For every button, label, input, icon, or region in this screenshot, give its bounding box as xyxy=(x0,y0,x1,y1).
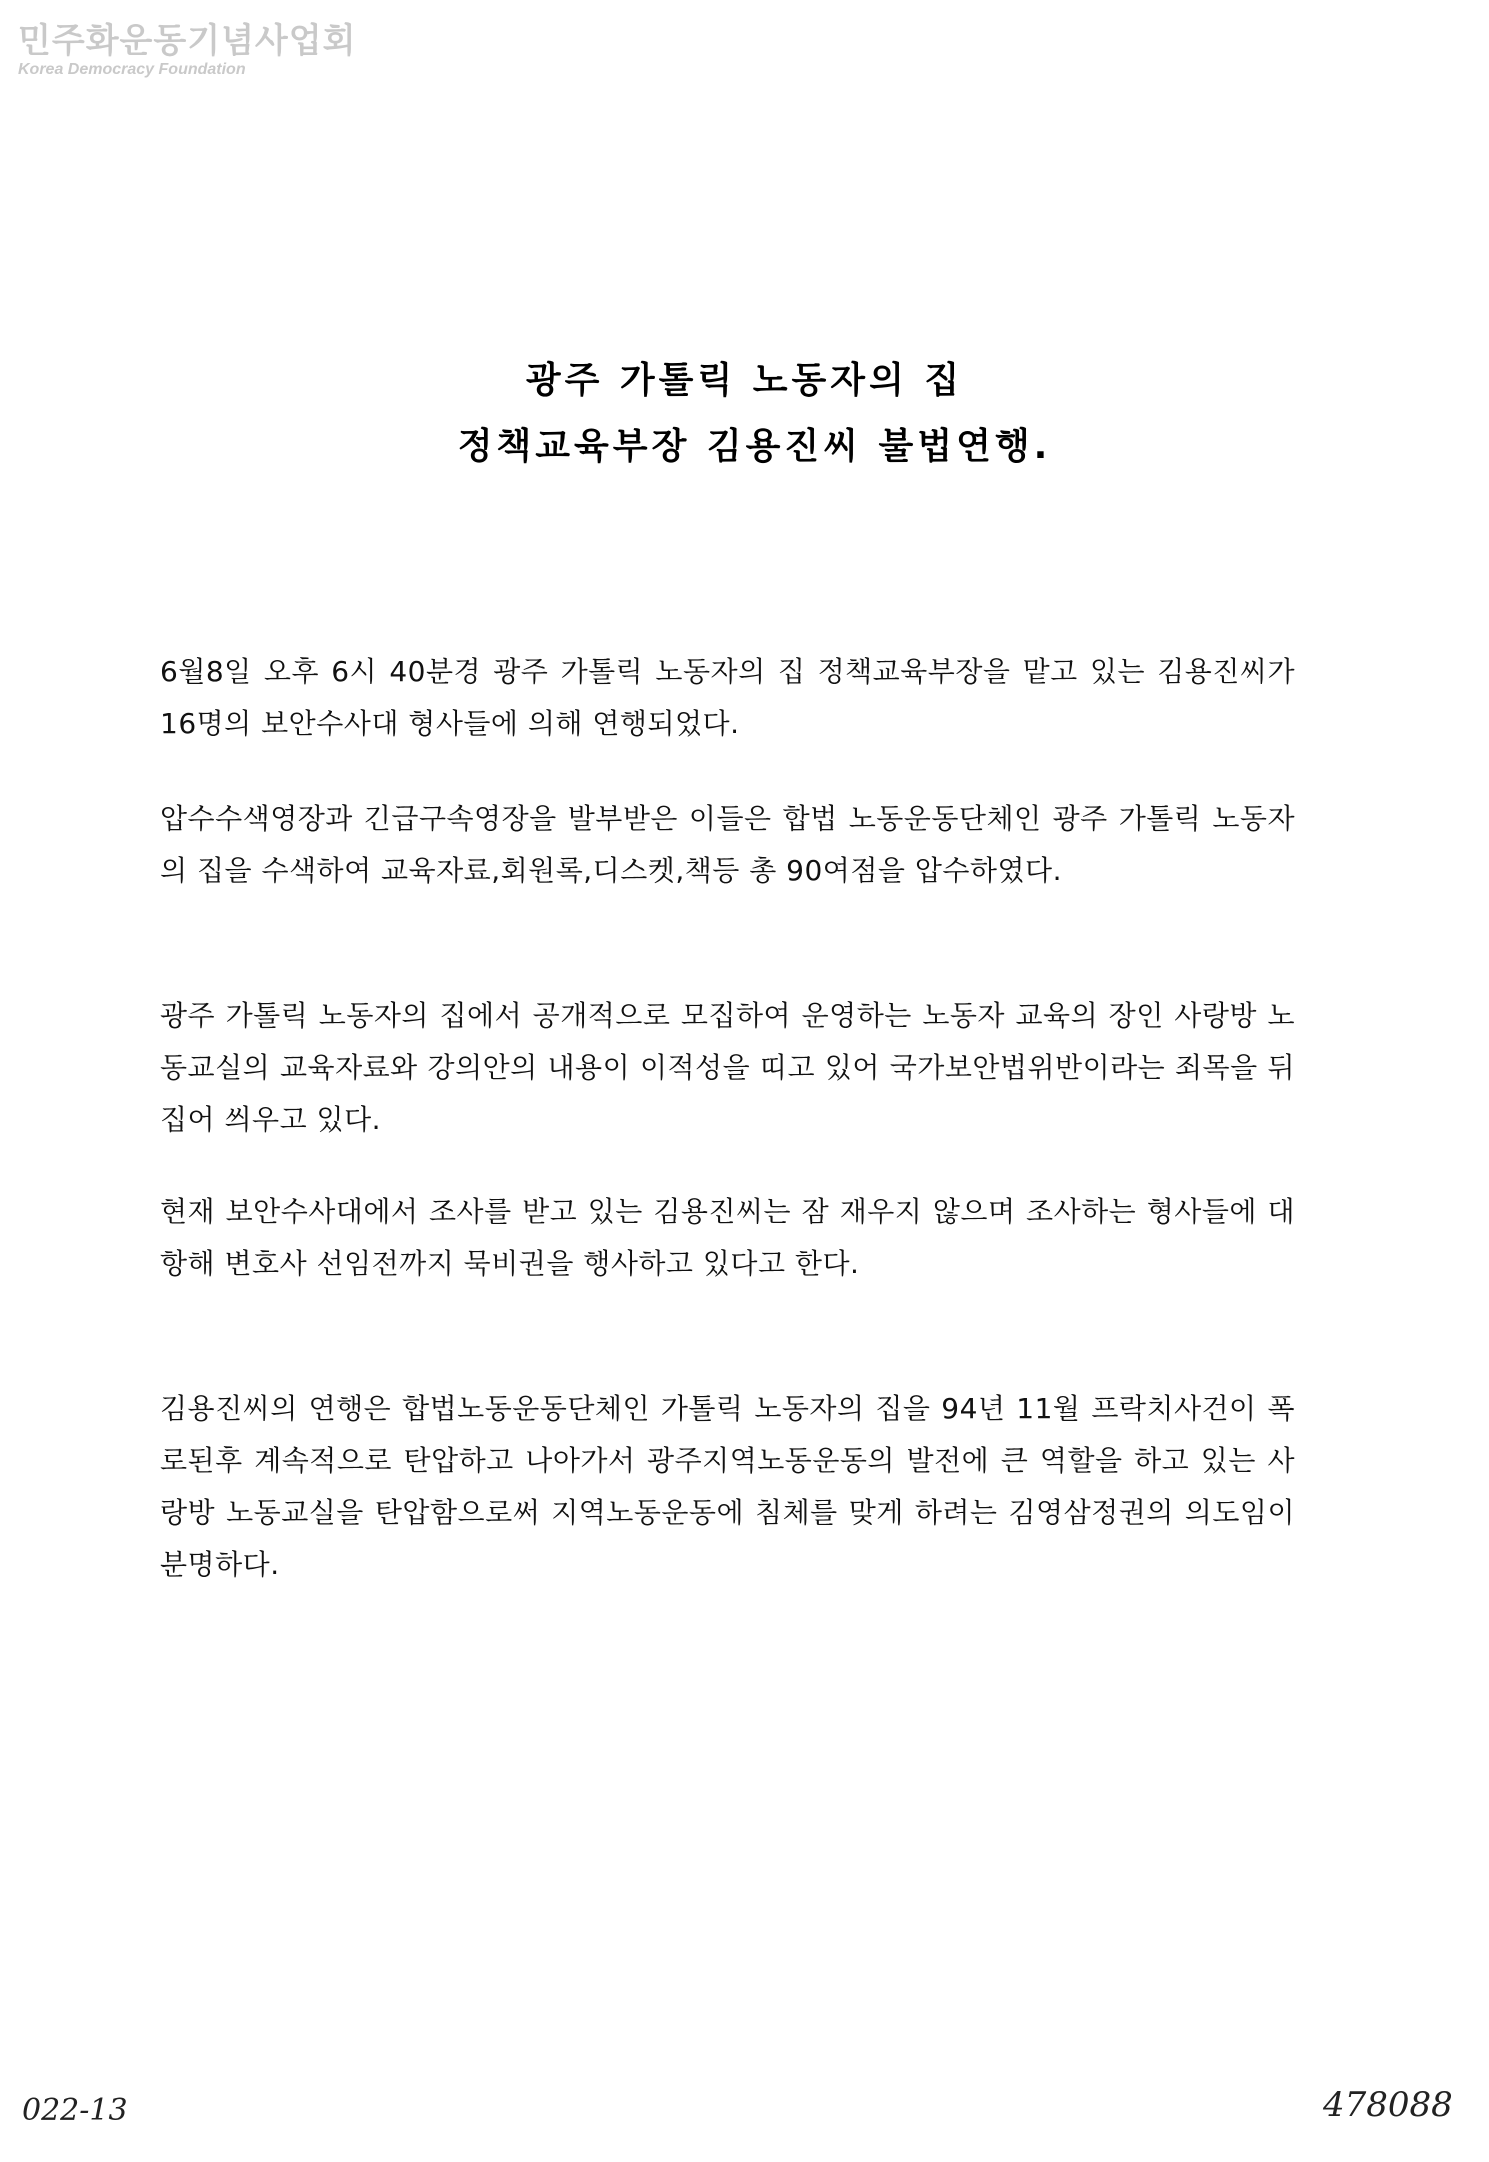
body-paragraph-2: 압수수색영장과 긴급구속영장을 발부받은 이들은 합법 노동운동단체인 광주 가톨릭 노동자의 집을 수색하여 교육자료,회원록,디스켓,책등 총 90여점을 압수하였다. xyxy=(160,802,1295,887)
handwritten-archive-code: 022-13 xyxy=(22,2093,128,2128)
document-title-line-1: 광주 가톨릭 노동자의 집 xyxy=(525,360,964,401)
foundation-watermark xyxy=(18,21,357,80)
body-paragraph-5: 김용진씨의 연행은 합법노동운동단체인 가톨릭 노동자의 집을 94년 11월 프락치사건이 폭로된후 계속적으로 탄압하고 나아가서 광주지역노동운동의 발전에 큰 역할을 하고 있는 사랑방 노동교실을 탄압함으로써 지역노동운동에 침체를 맞게 하려는 김영삼정권의 의도임이 분명하다. xyxy=(160,1392,1295,1581)
handwritten-page-number: 478088 xyxy=(1323,2085,1453,2125)
watermark-english-text: Korea Democracy Foundation xyxy=(18,61,246,78)
body-paragraph-4: 현재 보안수사대에서 조사를 받고 있는 김용진씨는 잠 재우지 않으며 조사하는 형사들에 대항해 변호사 선임전까지 묵비권을 행사하고 있다고 한다. xyxy=(160,1195,1295,1280)
body-paragraph-3: 광주 가톨릭 노동자의 집에서 공개적으로 모집하여 운영하는 노동자 교육의 장인 사랑방 노동교실의 교육자료와 강의안의 내용이 이적성을 띠고 있어 국가보안법위반이라는 죄목을 뒤집어 씌우고 있다. xyxy=(160,999,1295,1136)
document-title-line-2: 정책교육부장 김용진씨 불법연행. xyxy=(457,426,1052,467)
watermark-korean-text: 민주화운동기념사업회 xyxy=(18,21,357,61)
body-paragraph-1: 6월8일 오후 6시 40분경 광주 가톨릭 노동자의 집 정책교육부장을 맡고 있는 김용진씨가 16명의 보안수사대 형사들에 의해 연행되었다. xyxy=(160,655,1295,740)
